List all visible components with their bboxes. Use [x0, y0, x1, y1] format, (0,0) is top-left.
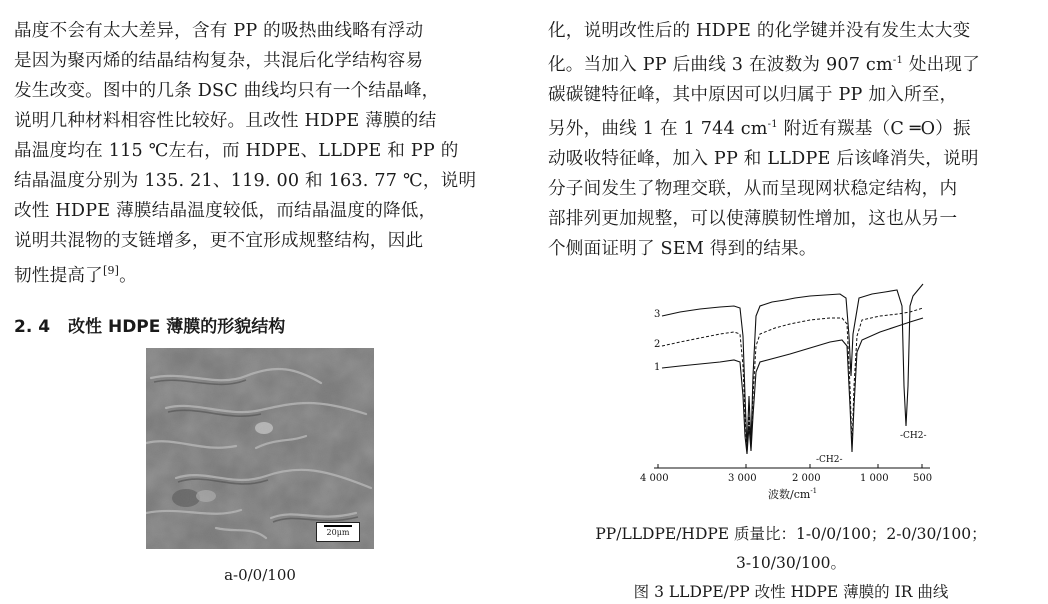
text-line — [548, 110, 1034, 144]
text-line: 结晶温度分别为 135. 21、119. 00 和 163. 77 ℃，说明 — [14, 171, 477, 191]
text-line: 碳碳键特征峰，其中原因可以归属于 PP 加入所至， — [548, 85, 958, 105]
x-tick-label: 4 000 — [640, 473, 669, 484]
section-heading — [14, 312, 285, 337]
scale-bar — [316, 522, 360, 542]
scale-bar-line — [324, 525, 352, 527]
x-tick-label: 1 000 — [860, 473, 889, 484]
x-tick-label: 3 000 — [728, 473, 757, 484]
x-axis-label: 波数$/cm^{-1}$ — [768, 487, 818, 501]
curve-label: 2 — [654, 339, 661, 350]
ir-curve-1 — [662, 318, 923, 454]
x-tick-label: 2 000 — [792, 473, 821, 484]
peak-label: -CH2- — [816, 455, 843, 465]
text-line: 动吸收特征峰，加入 PP 和 LLDPE 后该峰消失，说明 — [548, 149, 979, 169]
right-text-column — [548, 0, 1034, 264]
ir-spectrum-plot — [610, 276, 940, 516]
ir-caption-line2: 3-10/30/100。 — [735, 554, 847, 572]
text-fragment: 韧性提高了 — [14, 266, 103, 286]
text-line: 晶度不会有太大差异，含有 PP 的吸热曲线略有浮动 — [14, 21, 424, 41]
text-line: 发生改变。图中的几条 DSC 曲线均只有一个结晶峰， — [14, 81, 440, 101]
sem-caption: a-0/0/100 — [224, 566, 296, 584]
text-line: 改性 HDPE 薄膜结晶温度较低，而结晶温度的降低， — [14, 201, 437, 221]
right-paragraph — [548, 0, 1034, 264]
section-number: 2. 4 — [14, 317, 51, 337]
text-fragment: 化。当加入 PP 后曲线 3 在波数为 907 cm — [548, 55, 893, 75]
text-line: 部排列更加规整，可以使薄膜韧性增加，这也从另一 — [548, 209, 958, 229]
text-line: 晶温度均在 115 ℃左右，而 HDPE、LLDPE 和 PP 的 — [14, 141, 459, 161]
text-line: 化，说明改性后的 HDPE 的化学键并没有发生太大变 — [548, 21, 971, 41]
text-fragment: 。 — [119, 266, 137, 286]
left-text-column — [14, 0, 514, 291]
text-fragment: 附近有羰基（C ═O）振 — [777, 119, 971, 139]
ir-spectrum-figure — [610, 276, 940, 516]
text-line: 个侧面证明了 SEM 得到的结果。 — [548, 239, 817, 259]
text-line — [548, 46, 1034, 80]
curve-label: 1 — [654, 362, 661, 373]
section-title: 改性 HDPE 薄膜的形貌结构 — [68, 317, 286, 337]
sem-micrograph — [146, 348, 374, 549]
peak-label: -CH2- — [900, 431, 927, 441]
ir-curve-3 — [662, 284, 923, 448]
text-line: 说明共混物的支链增多，更不宜形成规整结构，因此 — [14, 231, 424, 251]
left-paragraph — [14, 0, 514, 291]
text-line: 分子间发生了物理交联，从而呈现网状稳定结构，内 — [548, 179, 958, 199]
ir-curve-2 — [662, 308, 923, 452]
text-line: 是因为聚丙烯的结晶结构复杂，共混后化学结构容易 — [14, 51, 424, 71]
sem-image — [146, 348, 374, 549]
text-fragment: 处出现了 — [903, 55, 980, 75]
x-axis-ticks — [658, 464, 922, 468]
superscript: -1 — [892, 55, 904, 66]
text-fragment: 另外，曲线 1 在 1 744 cm — [548, 119, 768, 139]
scale-bar-label: 20μm — [326, 528, 350, 537]
text-line: 说明几种材料相容性比较好。且改性 HDPE 薄膜的结 — [14, 111, 437, 131]
curve-label: 3 — [654, 309, 661, 320]
superscript: -1 — [767, 119, 778, 130]
ir-caption-line1: PP/LLDPE/HDPE 质量比：1-0/0/100；2-0/30/100； — [595, 525, 987, 543]
text-line-last — [14, 256, 514, 291]
citation-ref: [9] — [102, 264, 120, 277]
x-tick-label: 500 — [913, 473, 933, 484]
figure-title: 图 3 LLDPE/PP 改性 HDPE 薄膜的 IR 曲线 — [633, 583, 949, 601]
